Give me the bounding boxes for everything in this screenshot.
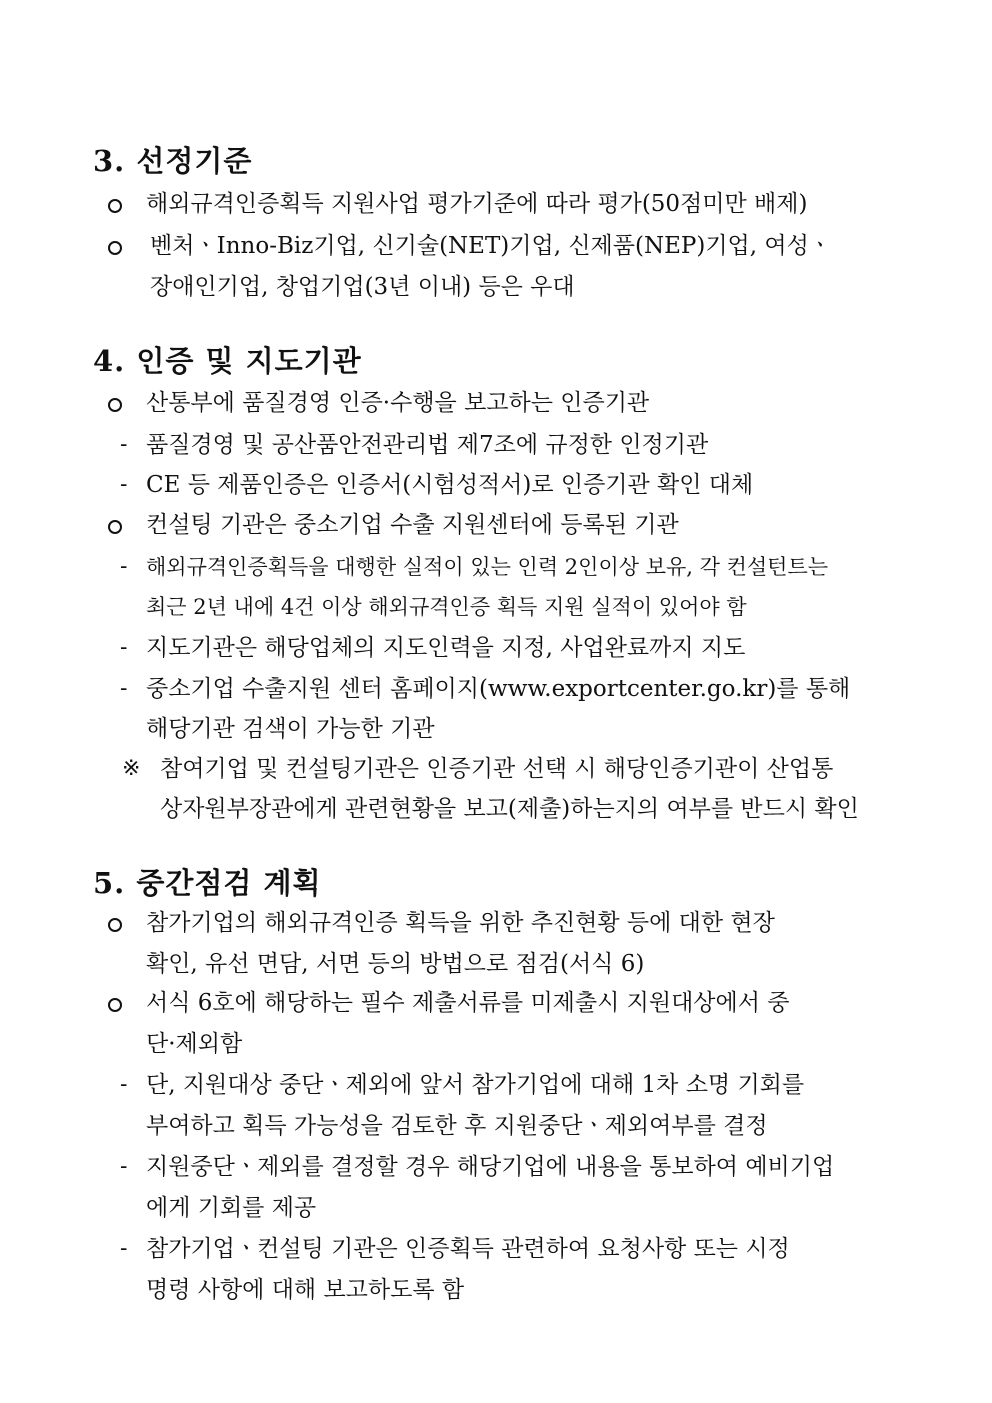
dash-bullet: - bbox=[120, 1236, 128, 1261]
dash-bullet: - bbox=[120, 472, 128, 497]
dash-bullet: - bbox=[120, 1154, 128, 1179]
circle-bullet bbox=[108, 512, 122, 542]
list-item-text: 서식 6호에 해당하는 필수 제출서류를 미제출시 지원대상에서 중 bbox=[146, 990, 790, 1016]
list-item-text: 컨설팅 기관은 중소기업 수출 지원센터에 등록된 기관 bbox=[146, 512, 679, 538]
dash-bullet: - bbox=[120, 635, 128, 660]
list-item-text: 지원중단ㆍ제외를 결정할 경우 해당기업에 내용을 통보하여 예비기업 bbox=[146, 1154, 835, 1180]
list-item-text: 지도기관은 해당업체의 지도인력을 지정, 사업완료까지 지도 bbox=[146, 635, 746, 661]
list-item-text: CE 등 제품인증은 인증서(시험성적서)로 인증기관 확인 대체 bbox=[146, 472, 754, 498]
dash-bullet: - bbox=[120, 554, 128, 579]
circle-bullet bbox=[108, 910, 122, 940]
list-item-text: 단, 지원대상 중단ㆍ제외에 앞서 참가기업에 대해 1차 소명 기회를 bbox=[146, 1072, 805, 1098]
dash-bullet: - bbox=[120, 432, 128, 457]
section-title-selection-criteria: 3. 선정기준 bbox=[93, 144, 253, 178]
list-item-text-continued: 확인, 유선 면담, 서면 등의 방법으로 점검(서식 6) bbox=[146, 951, 645, 977]
dash-bullet: - bbox=[120, 1072, 128, 1097]
reference-mark: ※ bbox=[122, 756, 141, 781]
list-item-text-continued: 명령 사항에 대해 보고하도록 함 bbox=[146, 1277, 465, 1303]
circle-bullet bbox=[108, 191, 122, 221]
list-item-text-continued: 최근 2년 내에 4건 이상 해외규격인증 획득 지원 실적이 있어야 함 bbox=[146, 595, 747, 619]
dash-bullet: - bbox=[120, 676, 128, 701]
list-item-text-continued: 단·제외함 bbox=[146, 1031, 243, 1057]
list-item-text: 벤처ㆍInno-Biz기업, 신기술(NET)기업, 신제품(NEP)기업, 여성ㆍ bbox=[150, 233, 832, 259]
list-item-text: 참가기업의 해외규격인증 획득을 위한 추진현황 등에 대한 현장 bbox=[146, 910, 775, 936]
note-text: 참여기업 및 컨설팅기관은 인증기관 선택 시 해당인증기관이 산업통 bbox=[160, 756, 834, 782]
list-item-text-continued: 에게 기회를 제공 bbox=[146, 1195, 317, 1221]
circle-bullet bbox=[108, 233, 122, 263]
list-item-text: 해외규격인증획득 지원사업 평가기준에 따라 평가(50점미만 배제) bbox=[146, 191, 808, 217]
circle-bullet bbox=[108, 990, 122, 1020]
section-title-interim-inspection: 5. 중간점검 계획 bbox=[93, 866, 322, 900]
list-item-text: 해외규격인증획득을 대행한 실적이 있는 인력 2인이상 보유, 각 컨설턴트는 bbox=[146, 555, 829, 579]
list-item-text-continued: 부여하고 획득 가능성을 검토한 후 지원중단ㆍ제외여부를 결정 bbox=[146, 1113, 768, 1139]
list-item-text: 품질경영 및 공산품안전관리법 제7조에 규정한 인정기관 bbox=[146, 432, 709, 458]
note-text-continued: 상자원부장관에게 관련현황을 보고(제출)하는지의 여부를 반드시 확인 bbox=[160, 796, 859, 822]
list-item-text-continued: 해당기관 검색이 가능한 기관 bbox=[146, 716, 435, 742]
list-item-text: 산통부에 품질경영 인증·수행을 보고하는 인증기관 bbox=[146, 390, 650, 416]
section-title-certification-agencies: 4. 인증 및 지도기관 bbox=[93, 344, 362, 378]
list-item-text: 중소기업 수출지원 센터 홈페이지(www.exportcenter.go.kr)를 통해 bbox=[146, 676, 851, 702]
list-item-text-continued: 장애인기업, 창업기업(3년 이내) 등은 우대 bbox=[150, 274, 575, 300]
list-item-text: 참가기업ㆍ컨설팅 기관은 인증획득 관련하여 요청사항 또는 시정 bbox=[146, 1236, 790, 1262]
circle-bullet bbox=[108, 390, 122, 420]
